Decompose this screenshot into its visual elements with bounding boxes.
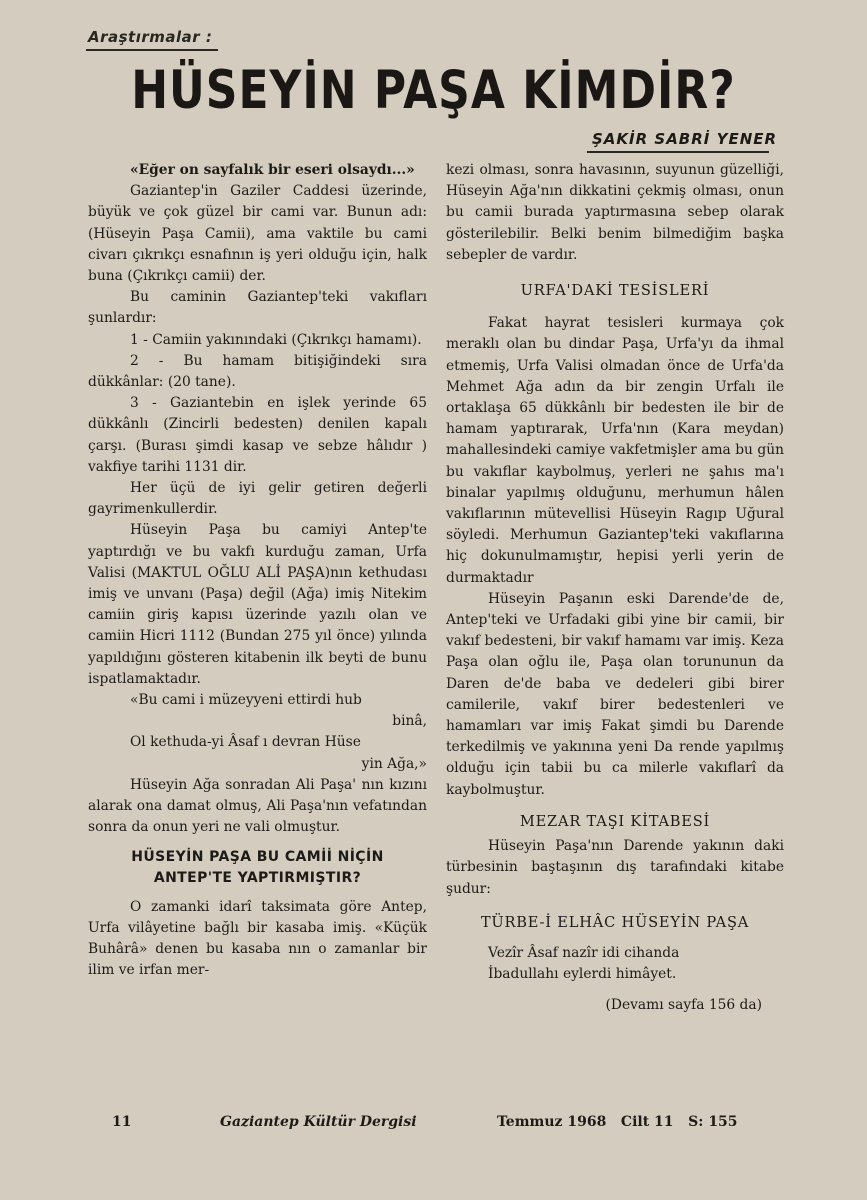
subheading: TÜRBE-İ ELHÂC HÜSEYİN PAŞA (480, 913, 750, 931)
section-label: Araştırmalar : (88, 28, 213, 46)
author-name: ŞAKİR SABRİ YENER (592, 130, 778, 148)
epitaph-line: Vezîr Âsaf nazîr idi cihanda (488, 944, 680, 961)
verse-line: «Bu cami i müzeyyeni ettirdi hub (130, 692, 362, 709)
left-column (88, 160, 427, 981)
right-column (446, 160, 784, 1017)
subheading: MEZAR TAŞI KİTABESİ (519, 812, 711, 830)
paragraph: Hüseyin Ağa sonradan Ali Paşa' nın kızını alarak ona damat olmuş, Ali Paşa'nın vefatından sonra da onun yeri ne vali olmuştur. (88, 776, 427, 836)
subheading: ANTEP'TE YAPTIRMIŞTIR? (153, 869, 362, 886)
page-number: 11 (112, 1114, 132, 1130)
paragraph: Fakat hayrat tesisleri kurmaya çok meraklı olan bu dindar Paşa, Urfa'yı da ihmal etmemiş, Urfa Valisi olmadan önce de Urfa'da Mehmet Ağa adın da bir zengin Urfalı ile ortaklaşa 65 dükkânlı bir bedesten ile bir de hamam yaptırarak, Urfa'nın (Kara meydan) mahallesindeki camiye vakfetmişler ama bu gün bu vakıflar kaybolmuş, yerleri ne şahıs ma'ı binalar yapılmış olduğunu, merhumun hâlen vakıflarının mütevellisi Hüseyin Ragıp Uğural söyledi. Merhumun Gaziantep'teki vakıflarına hiç dokunulmamıştır, hepisi yerli yerin de durmaktadır (446, 315, 784, 586)
paragraph: kezi olması, sonra havasının, suyunun güzelliği, Hüseyin Ağa'nın dikkatini çekmiş olması, onun bu camii burada yaptırmasına sebep olarak gösterilebilir. Belki benim bilmediğim başka sebepler de vardır. (446, 162, 784, 263)
paragraph: Bu caminin Gaziantep'teki vakıfları şunlardır: (88, 289, 427, 327)
author-rule (587, 151, 769, 153)
paragraph: Gaziantep'in Gaziler Caddesi üzerinde, büyük ve çok güzel bir cami var. Bunun adı: (Hüseyin Paşa Camii), ama vaktile bu cami civarı çıkrıkçı esnafının iş yeri olduğu için, halk buna (Çıkrıkçı camii) der. (88, 183, 427, 285)
paragraph: O zamanki idarî taksimata göre Antep, Urfa vilâyetine bağlı bir kasaba imiş. «Küçük Buhârâ» denen bu kasaba nın o zamanlar bir ilim ve irfan mer- (88, 898, 427, 979)
paragraph: Hüseyin Paşa'nın Darende yakının daki türbesinin baştaşının dış tarafındaki kitabe şudur: (446, 838, 784, 897)
paragraph: 1 - Camiin yakınındaki (Çıkrıkçı hamamı). (130, 331, 422, 348)
paragraph: Her üçü de iyi gelir getiren değerli gayrimenkullerdir. (88, 480, 427, 518)
journal-name: Gaziantep Kültür Dergisi (220, 1114, 417, 1130)
section-rule (86, 49, 218, 51)
verse-line: yin Ağa,» (361, 755, 427, 772)
epitaph-line: İbadullahı eylerdi himâyet. (488, 966, 677, 983)
continuation-note: (Devamı sayfa 156 da) (605, 997, 762, 1014)
subheading: HÜSEYİN PAŞA BU CAMİİ NİÇİN (131, 848, 384, 865)
verse-line: binâ, (392, 713, 427, 730)
issue-info: Temmuz 1968 Cilt 11 S: 155 (497, 1114, 738, 1130)
article-title: HÜSEYİN PAŞA KİMDİR? (131, 60, 736, 122)
paragraph: 3 - Gaziantebin en işlek yerinde 65 dükkânlı (Zincirli bedesten) denilen kapalı çarşı. (Burası şimdi kasap ve sebze hâlıdır ) vakfiye tarihi 1131 dir. (88, 395, 427, 475)
paragraph: Hüseyin Paşa bu camiyi Antep'te yaptırdığı ve bu vakfı kurduğu zaman, Urfa Valisi (MAKTUL OĞLU ALİ PAŞA)nın kethudası imiş ve unvanı (Paşa) değil (Ağa) imiş Nitekim camiin giriş kapısı üzerinde yazılı olan ve camiin Hicri 1112 (Bundan 275 yıl önce) yılında yapıldığını gösteren kitabenin ilk beyti de bunu ispatlamaktadır. (88, 522, 427, 687)
paragraph: 2 - Bu hamam bitişiğindeki sıra dükkânlar: (20 tane). (88, 352, 427, 391)
subheading: URFA'DAKİ TESİSLERİ (520, 282, 710, 300)
paragraph: Hüseyin Paşanın eski Darende'de de, Antep'teki ve Urfadaki gibi yine bir camii, bir vakıf bedesteni, bir vakıf hamamı var imiş. Keza Paşa olan oğlu ile, Paşa olan torununun da Daren de'de baba ve dedeleri gibi birer camilerile, vakıf birer bedestenleri ve hamamları var imiş Fakat şimdi bu Darende terkedilmiş ve yakınına yeni Da rende yapılmış olduğu için tabii bu ca milerle vakıflarî da kaybolmuştur. (446, 590, 784, 798)
verse-line: Ol kethuda-yi Âsaf ı devran Hüse (130, 734, 361, 751)
epigraph: «Eğer on sayfalık bir eseri olsaydı...» (130, 162, 415, 178)
